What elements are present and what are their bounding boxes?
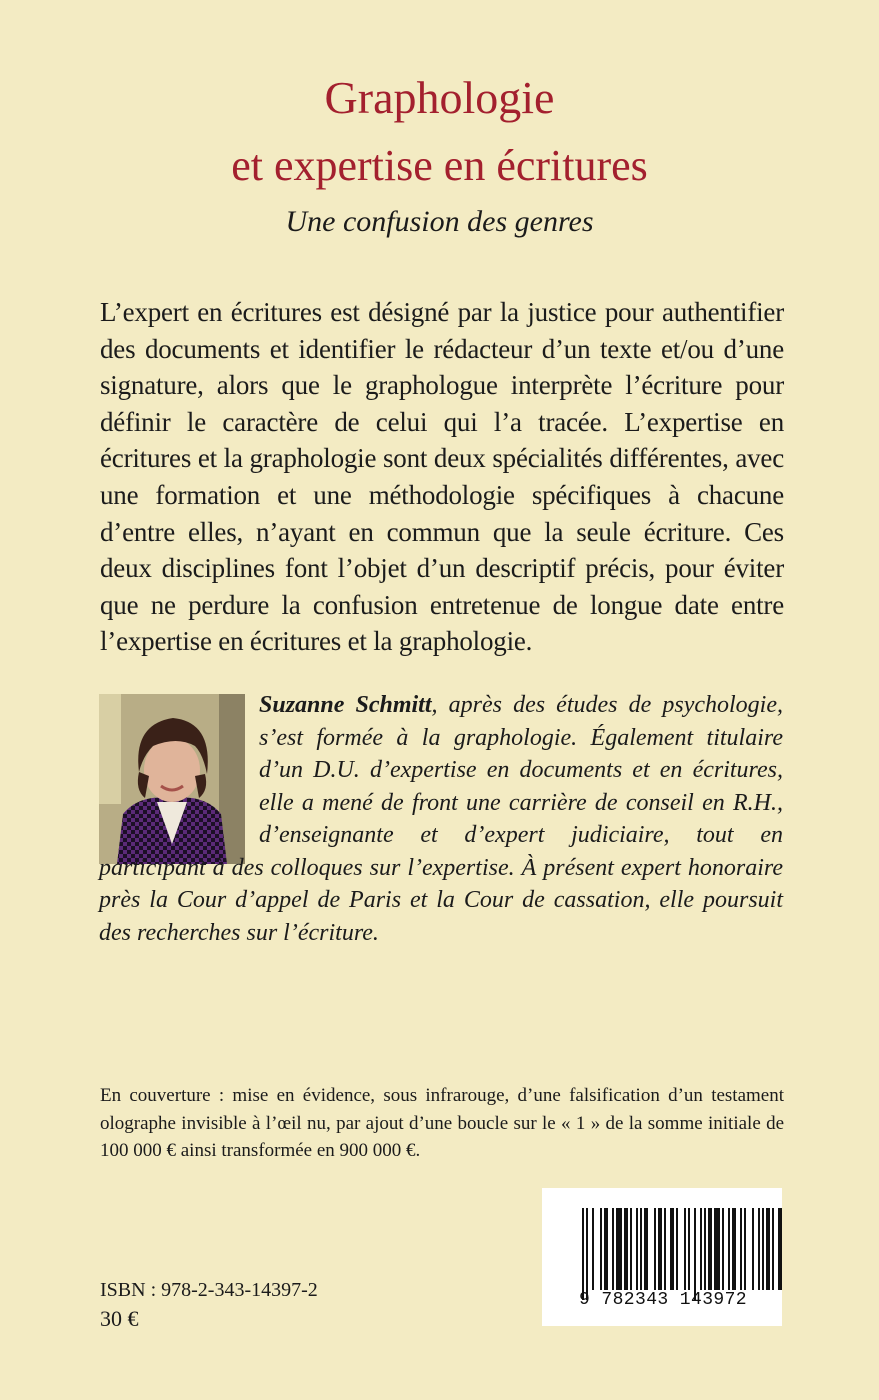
barcode-bar bbox=[732, 1208, 736, 1290]
barcode-bar bbox=[624, 1208, 628, 1290]
barcode-bar bbox=[704, 1208, 706, 1290]
barcode-bar bbox=[722, 1208, 724, 1290]
barcode-bar bbox=[752, 1208, 754, 1290]
author-bio bbox=[99, 689, 783, 949]
barcode-bar bbox=[766, 1208, 770, 1290]
barcode-bar bbox=[772, 1208, 774, 1290]
barcode-bar bbox=[684, 1208, 686, 1290]
author-bio-text: , après des études de psychologie, s’est formée à la graphologie. Également titulaire d’un D.U. d’expertise en documents et en écritures, elle a mené de front une carrière de conseil en R.H., d’enseignante et d’expert judiciaire, tout en participant à des colloques sur l’expertise. À présent expert honoraire près la Cour d’appel de Paris et la Cour de cassation, elle poursuit des recherches sur l’écriture. bbox=[99, 692, 783, 946]
barcode-bar bbox=[762, 1208, 764, 1290]
cover-illustration-note: En couverture : mise en évidence, sous infrarouge, d’une falsification d’un testament olographe invisible à l’œil nu, par ajout d’une boucle sur le « 1 » de la somme initiale de 100 000 € ainsi transformée en 900 000 €. bbox=[100, 1085, 784, 1161]
book-subtitle: Une confusion des genres bbox=[285, 205, 594, 238]
barcode-bar bbox=[740, 1208, 742, 1290]
barcode-bar bbox=[630, 1208, 632, 1290]
barcode-bar bbox=[640, 1208, 642, 1290]
author-name: Suzanne Schmitt bbox=[259, 692, 432, 718]
barcode-bar bbox=[744, 1208, 746, 1290]
barcode-bar bbox=[658, 1208, 662, 1290]
barcode-bar bbox=[636, 1208, 638, 1290]
barcode-bar bbox=[714, 1208, 720, 1290]
barcode-bar bbox=[582, 1208, 584, 1300]
barcode-bar bbox=[592, 1208, 594, 1290]
barcode-bar bbox=[676, 1208, 678, 1290]
barcode-bar bbox=[728, 1208, 730, 1290]
barcode-bar bbox=[670, 1208, 674, 1290]
barcode-bar bbox=[758, 1208, 760, 1290]
barcode-bar bbox=[700, 1208, 702, 1290]
back-cover-blurb: L’expert en écritures est désigné par la justice pour authentifier des documents et identifier le rédacteur d’un texte et/ou d’une signature, alors que le graphologue interprète l’écriture pour définir le caractère de celui qui l’a tracée. L’expertise en écritures et la graphologie sont deux spécialités différentes, avec une formation et une méthodologie spécifiques à chacune d’entre elles, n’ayant en commun que la seule écriture. Ces deux disciplines font l’objet d’un descriptif précis, pour éviter que ne perdure la confusion entretenue de longue date entre l’expertise en écritures et la graphologie. bbox=[100, 297, 784, 657]
barcode-bar bbox=[604, 1208, 608, 1290]
barcode-bar bbox=[612, 1208, 614, 1290]
book-title-line2: et expertise en écritures bbox=[231, 141, 648, 190]
barcode-bar bbox=[616, 1208, 622, 1290]
barcode-bar bbox=[778, 1208, 782, 1290]
barcode-bar bbox=[600, 1208, 602, 1290]
barcode-digits: 9 782343 143972 bbox=[578, 1290, 748, 1310]
barcode-bar bbox=[688, 1208, 690, 1290]
barcode-bar bbox=[708, 1208, 712, 1290]
barcode-bar bbox=[694, 1208, 696, 1300]
barcode-bar bbox=[644, 1208, 648, 1290]
book-price: 30 € bbox=[100, 1306, 139, 1331]
barcode-bar bbox=[654, 1208, 656, 1290]
barcode-bar bbox=[586, 1208, 588, 1300]
book-title-line1: Graphologie bbox=[324, 72, 555, 123]
barcode-bar bbox=[664, 1208, 666, 1290]
isbn-number: ISBN : 978-2-343-14397-2 bbox=[100, 1279, 318, 1301]
